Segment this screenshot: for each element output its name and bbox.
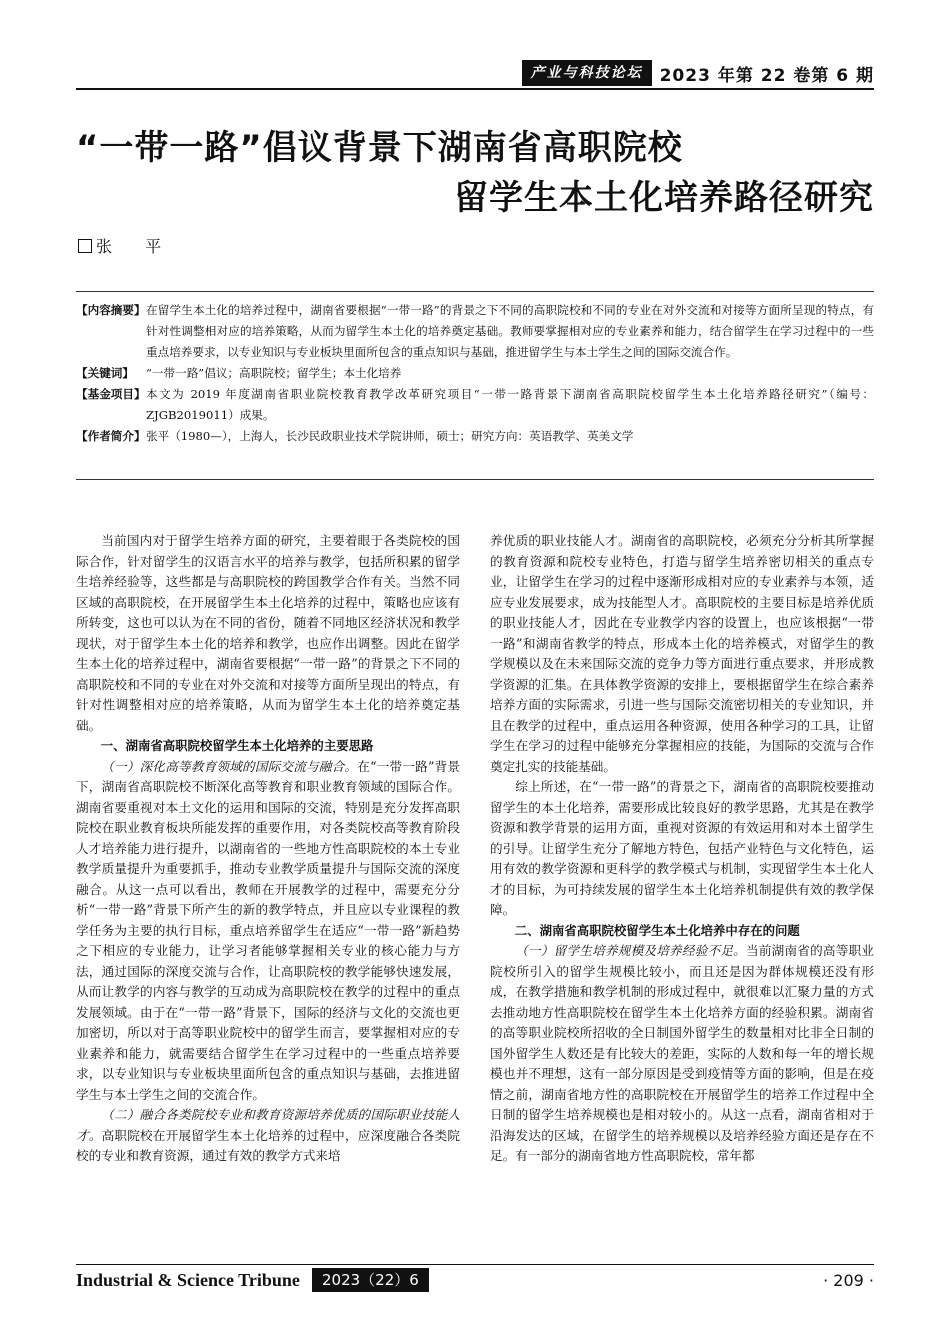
abstract-rule-top — [76, 291, 874, 292]
abstract-fund-row — [76, 384, 874, 426]
keywords-label: 【关键词】 — [76, 366, 134, 380]
paragraph-text: 当前湖南省的高等职业院校所引入的留学生规模比较小，而且还是因为群体规模还没有形成，在教学措施和教学机制的形成过程中，就很难以汇聚力量的方式去推动地方性高职院校在留学生本土化培养方面的经验积累。湖南省的高等职业院校所招收的全日制国外留学生的数量相对比非全日制的国外留学生人数还是有比较大的差距，实际的人数和每一年的增长规模也并不理想，这有一部分原因是受到疫情等方面的影响，但是在疫情之前，湖南省地方性的高职院校在开展留学生的培养工作过程中全日制的留学生培养规模也是相对较小的。从这一点看，湖南省相对于沿海发达的区域，在留学生的培养规模以及培养经验方面还是存在不足。有一部分的湖南省地方性高职院校，常年都 — [490, 943, 875, 1163]
paragraph — [76, 757, 460, 1106]
fund-text: 本文为 2019 年度湖南省职业院校教育教学改革研究项目“一带一路背景下湖南省高职院校留学生本土化培养路径研究”（编号：ZJGB2019011）成果。 — [146, 387, 874, 422]
section-heading: 一、湖南省高职院校留学生本土化培养的主要思路 — [100, 738, 374, 753]
journal-badge: 产业与科技论坛 — [522, 60, 652, 86]
subsection-heading: （一）深化高等教育领域的国际交流与融合。 — [101, 758, 358, 774]
abstract-block — [76, 300, 874, 447]
author-bio-text: 张平（1980—），上海人，长沙民政职业技术学院讲师，硕士；研究方向：英语教学、英美文学 — [146, 429, 634, 443]
header-rule — [76, 88, 874, 90]
summary-label: 【内容摘要】 — [76, 303, 146, 317]
author-box-icon — [78, 239, 92, 253]
keywords-text: “一带一路”倡议；高职院校；留学生；本土化培养 — [146, 366, 402, 380]
paragraph — [76, 1105, 460, 1167]
author-line — [78, 234, 175, 257]
author-bio-label: 【作者简介】 — [76, 429, 146, 443]
footer-rule — [76, 1264, 874, 1265]
body-right-column — [490, 531, 874, 1167]
summary-text: 在留学生本土化的培养过程中，湖南省要根据“一带一路”的背景之下不同的高职院校和不同的专业在对外交流和对接等方面所呈现的特点，有针对性调整相对应的培养策略，从而为留学生本土化的培养奠定基础。教师要掌握相对应的专业素养和能力，结合留学生在学习过程中的一些重点培养要求，以专业知识与专业板块里面所包含的重点知识与基础，推进留学生与本土学生之间的国际交流合作。 — [146, 303, 874, 359]
subsection-heading: （二）融合各类院校专业和教育资源培养优质的国际职业技能人才。 — [76, 1107, 460, 1143]
abstract-keywords-row — [76, 363, 874, 384]
paragraph-text: 高职院校在开展留学生本土化培养的过程中，应深度融合各类院校的专业和教育资源，通过有效的教学方式来培 — [76, 1127, 461, 1163]
abstract-summary-row — [76, 300, 874, 363]
subsection-heading: （一）留学生培养规模及培养经验不足。 — [515, 943, 746, 958]
abstract-author-row — [76, 426, 874, 447]
paragraph: 综上所述，在“一带一路”的背景之下，湖南省的高职院校要推动留学生的本土化培养，需要形成比较良好的教学思路，尤其是在教学资源和教学背景的运用方面，重视对资源的有效运用和对本土留学生的引导。让留学生充分了解地方特色，包括产业特色与文化特色，运用有效的教学资源和更科学的教学模式与机制，实现留学生本土化人才的目标，为可持续发展的留学生本土化培养机制提供有效的教学保障。 — [490, 779, 874, 917]
footer-journal-name: Industrial & Science Tribune — [76, 1270, 300, 1290]
paragraph: 当前国内对于留学生培养方面的研究，主要着眼于各类院校的国际合作，针对留学生的汉语言水平的培养与教学，包括所积累的留学生培养经验等，这些都是与高职院校的跨国教学合作有关。当然不同区域的高职院校，在开展留学生本土化培养的过程中，策略也应该有所转变，这也可以认为在不同的省份，随着不同地区经济状况和教学现状，对于留学生本土化的培养和教学，也应作出调整。因此在留学生本土化的培养过程中，湖南省要根据“一带一路”的背景之下不同的高职院校和不同的专业在对外交流和对接等方面所呈现出的特点，有针对性调整相对应的培养策略，从而为留学生本土化的培养奠定基础。 — [76, 533, 460, 733]
article-title-line-2: 留学生本土化培养路径研究 — [454, 178, 874, 218]
abstract-rule-bottom — [76, 479, 874, 480]
fund-label: 【基金项目】 — [76, 387, 146, 401]
page-number: · 209 · — [823, 1271, 874, 1290]
footer-issue: 2023（22）6 — [312, 1268, 429, 1292]
body-left-column — [76, 531, 460, 1167]
running-header — [522, 60, 874, 86]
section-heading: 二、湖南省高职院校留学生本土化培养中存在的问题 — [514, 922, 800, 938]
paragraph: 养优质的职业技能人才。湖南省的高职院校，必须充分分析其所掌握的教育资源和院校专业特色，打造与留学生培养密切相关的重点专业，让留学生在学习的过程中逐渐形成相对应的专业素养与本领，适应专业发展要求，成为技能型人才。高职院校的主要目标是培养优质的职业技能人才，因此在专业教学内容的设置上，也应该根据“一带一路”和湖南省教学的特点，形成本土化的培养模式，对留学生的教学规模以及在未来国际交流的竞争力等方面进行重点要求，并形成教学资源的汇集。在具体教学资源的安排上，要根据留学生在综合素养培养方面的实际需求，引进一些与国际交流密切相关的专业知识，并且在教学的过程中，重点运用各种资源，使用各种学习的工具，让留学生在学习的过程中能够充分掌握相应的技能，为国际的交流与合作奠定扎实的技能基础。 — [490, 533, 874, 774]
paragraph — [490, 941, 874, 1167]
author-name: 张 平 — [96, 237, 176, 256]
issue-text: 2023 年第 22 卷第 6 期 — [659, 65, 874, 86]
paragraph-text: 在“一带一路”背景下，湖南省高职院校不断深化高等教育和职业教育领域的国际合作。湖南省要重视对本土文化的运用和国际的交流，特别是充分发挥高职院校在职业教育板块所能发挥的重要作用，对各类院校高等教育阶段人才培养能力进行提升，以湖南省的一些地方性高职院校的本土专业教学质量提升为重要抓手，推动专业教学质量提升与国际交流的深度融合。从这一点可以看出，教师在开展教学的过程中，需要充分分析“一带一路”背景下所产生的新的教学特点，并且应以专业课程的教学任务为主要的执行目标，重点培养留学生在适应“一带一路”新趋势之下相应的专业能力，让学习者能够掌握相关专业的核心能力与方法，通过国际的深度交流与合作，让高职院校的教学能够快速发展，从而让教学的内容与教学的互动成为高职院校在教学的过程中的重点发展领域。由于在“一带一路”背景下，国际的经济与文化的交流也更加密切，所以对于高等职业院校中的留学生而言，要掌握相对应的专业素养和能力，就需要结合留学生在学习过程中的一些重点培养要求，以专业知识与专业板块里面所包含的重点知识与基础，去推进留学生与本土学生之间的交流合作。 — [76, 758, 460, 1102]
article-title-line-1: “一带一路”倡议背景下湖南省高职院校 — [76, 128, 683, 168]
